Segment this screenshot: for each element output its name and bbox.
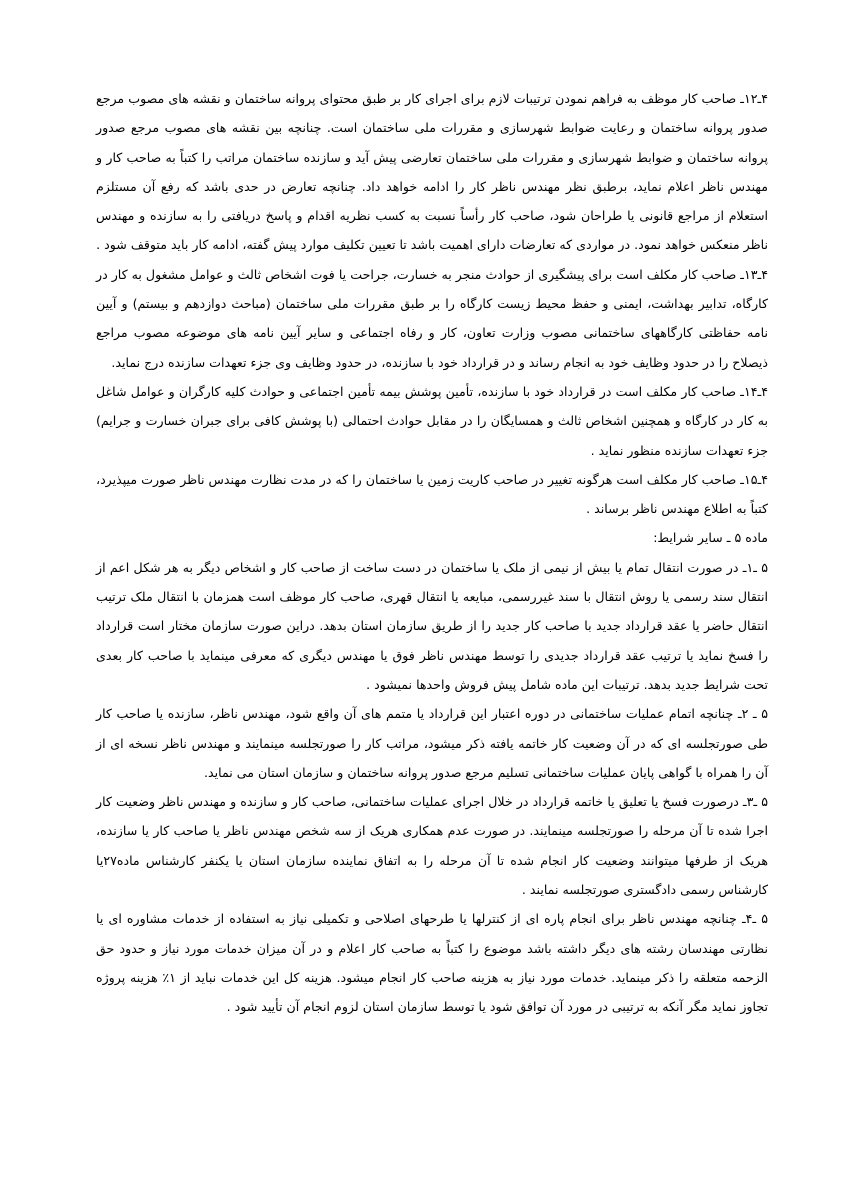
clause-4-13: ۴ـ۱۳ـ صاحب کار مکلف است برای پیشگیری از حوادث منجر به خسارت، جراحت یا فوت اشخاص ثالث و عوامل مشغول به کار در کارگاه، تدابیر بهداشت، ایمنی و حفظ محیط زیست کارگاه را بر طبق مقررات ملی ساختمان (مباحث دوازدهم و بیستم) و آیین نامه حفاظتی کارگاههای ساختمانی مصوب وزارت تعاون، کار و رفاه اجتماعی و سایر آیین نامه های موضوعه مصوب مراجع ذیصلاح را در حدود وظایف خود به انجام رساند و در قرارداد خود با سازنده، در حدود وظایف وی جزء تعهدات سازنده درج نماید. bbox=[96, 266, 768, 370]
clause-5-4: ۵ ـ۴ـ چنانچه مهندس ناظر برای انجام پاره ای از کنترلها یا طرحهای اصلاحی و تکمیلی نیاز به استفاده از خدمات مشاوره ای یا نظارتی مهندسان رشته های دیگر داشته باشد موضوع را کتباً به صاحب کار اعلام و در آن میزان خدمات مورد نیاز و حدود حق الزحمه متعلقه را ذکر مینماید. خدمات مورد نیاز به هزینه صاحب کار انجام میشود. هزینه کل این خدمات نباید از ۱٪ هزینه پروژه تجاوز نماید مگر آنکه به ترتیبی در مورد آن توافق شود یا توسط سازمان استان لزوم انجام آن تأیید شود . bbox=[96, 911, 768, 1015]
clause-5-1: ۵ ـ۱ـ در صورت انتقال تمام یا بیش از نیمی از ملک یا ساختمان در دست ساخت از صاحب کار و اشخاص دیگر به هر شکل اعم از انتقال سند رسمی یا روش انتقال با سند غیررسمی، مبایعه یا انتقال قهری، صاحب کار موظف است همزمان با انتقال ملک ترتیب انتقال حاضر یا عقد قرارداد جدید با صاحب کار جدید را از طریق سازمان استان بدهد. دراین صورت سازمان مختار است قرارداد را فسخ نماید یا ترتیب عقد قرارداد جدیدی را توسط مهندس ناظر فوق یا مهندس دیگری که معرفی مینماید با صاحب کار بعدی تحت شرایط جدید بدهد. ترتیبات این ماده شامل پیش فروش واحدها نمیشود . bbox=[96, 559, 768, 692]
section-title-article-5: ماده ۵ ـ سایر شرایط: bbox=[653, 530, 768, 546]
clause-4-14: ۴ـ۱۴ـ صاحب کار مکلف است در قرارداد خود با سازنده، تأمین پوشش بیمه تأمین اجتماعی و حوادث کلیه کارگران و عوامل شاغل به کار در کارگاه و همچنین اشخاص ثالث و همسایگان را در مقابل حوادث احتمالی (با پوشش کافی برای جبران خسارت و جرایم) جزء تعهدات سازنده منظور نماید . bbox=[96, 383, 768, 458]
clause-5-3: ۵ ـ۳ـ درصورت فسخ یا تعلیق یا خاتمه قرارداد در خلال اجرای عملیات ساختمانی، صاحب کار و سازنده و مهندس ناظر وضعیت کار اجرا شده تا آن مرحله را صورتجلسه مینمایند. در صورت عدم همکاری هریک از سه شخص مهندس ناظر یا صاحب کار یا سازنده، هریک از طرفها میتوانند وضعیت کار انجام شده تا آن مرحله را به اتفاق نماینده سازمان استان یا یکنفر کارشناس ماده۲۷یا کارشناس رسمی دادگستری صورتجلسه نمایند . bbox=[96, 794, 768, 898]
clause-5-2: ۵ ـ ۲ـ چنانچه اتمام عملیات ساختمانی در دوره اعتبار این قرارداد یا متمم های آن واقع شود، مهندس ناظر، سازنده یا صاحب کار طی صورتجلسه ای که در آن وضعیت کار خاتمه یافته ذکر میشود، مراتب کار را صورتجلسه مینمایند و مهندس ناظر نسخه ای از آن را همراه با گواهی پایان عملیات ساختمانی تسلیم مرجع صدور پروانه ساختمان و سازمان استان می نماید. bbox=[96, 706, 768, 780]
clause-4-12: ۴ـ۱۲ـ صاحب کار موظف به فراهم نمودن ترتیبات لازم برای اجرای کار بر طبق محتوای پروانه ساختمان و نقشه های مصوب مرجع صدور پروانه ساختمان و رعایت ضوابط شهرسازی و مقررات ملی ساختمان است. چنانچه بین نقشه های مصوب مرجع صدور پروانه ساختمان و ضوابط شهرسازی و مقررات ملی ساختمان تعارضی پیش آید و سازنده ساختمان مراتب را کتباً به صاحب کار و مهندس ناظر اعلام نماید، برطبق نظر مهندس ناظر کار را ادامه خواهد داد. چنانچه تعارض در حدی باشد که رفع آن مستلزم استعلام از مراجع قانونی یا طراحان شود، صاحب کار رأساً نسبت به کسب نظریه اقدام و پاسخ دریافتی را به سازنده و مهندس ناظر منعکس خواهد نمود. در مواردی که تعارضات دارای اهمیت باشد تا تعیین تکلیف موارد پیش گفته، ادامه کار باید متوقف شود . bbox=[96, 91, 768, 253]
document-page bbox=[96, 84, 768, 1022]
clause-4-15: ۴ـ۱۵ـ صاحب کار مکلف است هرگونه تغییر در صاحب کاریت زمین یا ساختمان را که در مدت نظارت مهندس ناظر صورت میپذیرد، کتباً به اطلاع مهندس ناظر برساند . bbox=[96, 471, 768, 517]
